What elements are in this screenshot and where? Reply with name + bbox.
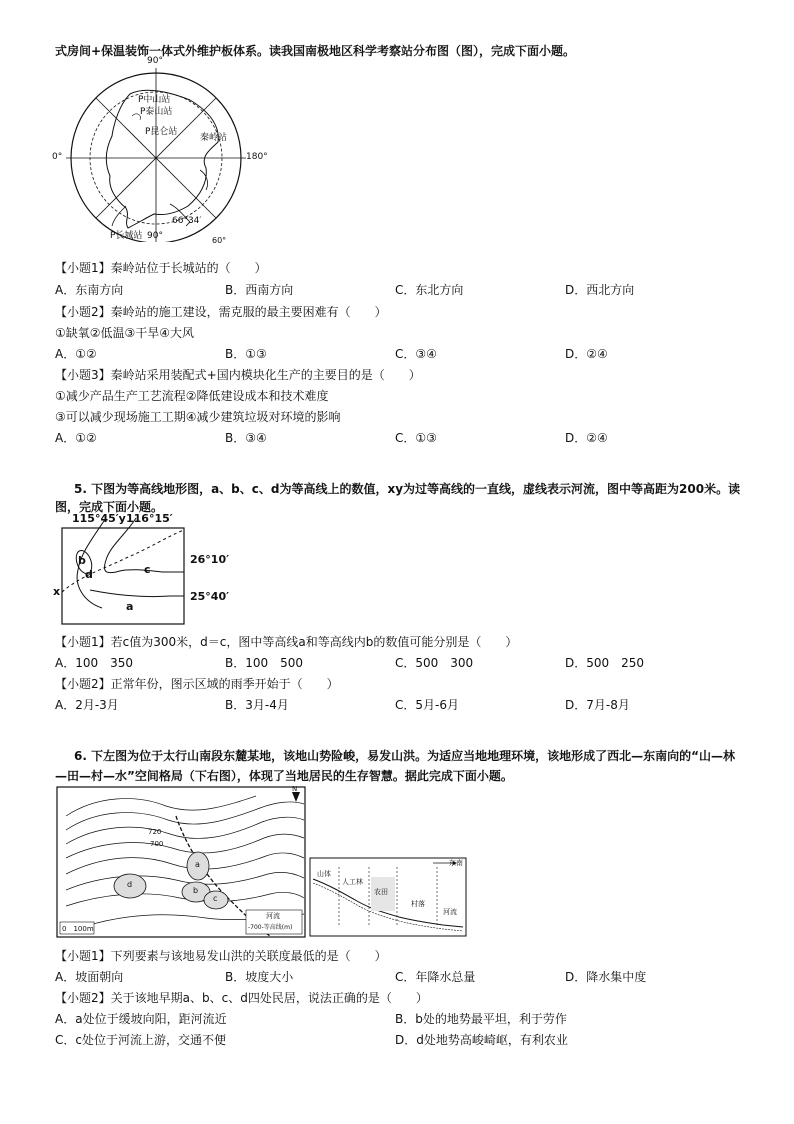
place-c: c <box>213 894 218 903</box>
q2-list: ①缺氧②低温③干旱④大风 <box>55 326 195 340</box>
q3-option-b[interactable]: B．③④ <box>225 431 267 445</box>
q3-list-2: ③可以减少现场施工工期④减少建筑垃圾对环境的影响 <box>55 410 341 424</box>
north-arrow-icon: N <box>292 785 298 793</box>
lat-66-label: 66°34′ <box>172 216 202 226</box>
q3-option-a[interactable]: A．①② <box>55 431 97 445</box>
place-b: b <box>193 886 199 895</box>
q6-2-option-c[interactable]: C．c处位于河流上游，交通不便 <box>55 1033 226 1047</box>
q6-2-option-b[interactable]: B．b处的地势最平坦，利于劳作 <box>395 1012 567 1026</box>
contour-label-c: c <box>144 563 151 576</box>
contour-700: 700 <box>150 840 164 848</box>
q2-option-a[interactable]: A．①② <box>55 347 97 361</box>
legend-contour: -700-等高线(m) <box>248 924 293 931</box>
antarctica-map <box>50 56 280 245</box>
q6-1-stem: 【小题1】下列要素与该地易发山洪的关联度最低的是（ ） <box>55 949 387 963</box>
contour-label-d: d <box>85 568 93 581</box>
q5-1-stem: 【小题1】若c值为300米，d＝c，图中等高线a和等高线内b的数值可能分别是（ ） <box>55 635 518 649</box>
q5-1-option-a[interactable]: A．100 350 <box>55 656 134 670</box>
station-qinling: 秦岭站 <box>200 133 228 143</box>
topo-map-left <box>56 786 306 938</box>
q3-option-d[interactable]: D．②④ <box>565 431 608 445</box>
legend-river: 河流 <box>266 912 280 920</box>
cross-section-right <box>309 857 467 937</box>
q5-1-option-b[interactable]: B．100 500 <box>225 656 304 670</box>
q6-1-option-a[interactable]: A．坡面朝向 <box>55 970 124 984</box>
q1-option-c[interactable]: C．东北方向 <box>395 283 464 297</box>
q1-stem: 【小题1】秦岭站位于长城站的（ ） <box>55 261 267 275</box>
contour-lon-left: 115°45′y <box>72 512 126 525</box>
q5-2-option-b[interactable]: B．3月-4月 <box>225 698 289 712</box>
contour-x-label: x <box>53 585 61 598</box>
q2-stem: 【小题2】秦岭站的施工建设，需克服的最主要困难有（ ） <box>55 305 387 319</box>
q1-option-d[interactable]: D．西北方向 <box>565 283 635 297</box>
contour-lon-right: 116°15′ <box>126 512 173 525</box>
zone-mountain: 山体 <box>317 870 331 878</box>
q2-option-d[interactable]: D．②④ <box>565 347 608 361</box>
lon-right-label: 180° <box>246 152 268 162</box>
q5-2-stem: 【小题2】正常年份，图示区域的雨季开始于（ ） <box>55 677 339 691</box>
q5-2-option-a[interactable]: A．2月-3月 <box>55 698 119 712</box>
contour-map <box>50 512 240 630</box>
q1-option-a[interactable]: A．东南方向 <box>55 283 124 297</box>
station-zhongshan: P中山站 <box>138 95 171 105</box>
contour-label-a: a <box>126 600 134 613</box>
station-kunlun: P昆仑站 <box>145 127 178 137</box>
q5-2-option-d[interactable]: D．7月-8月 <box>565 698 630 712</box>
zone-forest: 人工林 <box>342 878 363 886</box>
intro-text: 式房间+保温装饰一体式外维护板体系。读我国南极地区科学考察站分布图（图），完成下面小题。 <box>55 44 576 58</box>
q3-stem: 【小题3】秦岭站采用装配式+国内模块化生产的主要目的是（ ） <box>55 368 421 382</box>
q5-1-option-c[interactable]: C．500 300 <box>395 656 474 670</box>
zone-river: 河流 <box>443 908 457 916</box>
place-d: d <box>127 880 133 889</box>
station-changcheng: P长城站 <box>110 231 143 241</box>
q6-2-stem: 【小题2】关于该地早期a、b、c、d四处民居，说法正确的是（ ） <box>55 991 428 1005</box>
contour-lat-upper: 26°10′ <box>190 553 230 566</box>
lat-60-label: 60° <box>212 236 227 245</box>
q5-heading-line1: 5. 下图为等高线地形图，a、b、c、d为等高线上的数值，xy为过等高线的一直线，虚线表示河流，图中等高距为200米。读 <box>74 482 741 496</box>
direction-southeast: 东南 <box>449 859 463 867</box>
q6-heading-line2: —田—村—水”空间格局（下右图），体现了当地居民的生存智慧。据此完成下面小题。 <box>55 769 513 783</box>
q6-1-option-b[interactable]: B．坡度大小 <box>225 970 294 984</box>
contour-lat-lower: 25°40′ <box>190 590 230 603</box>
q6-heading-line1: 6. 下左图为位于太行山南段东麓某地，该地山势险峻，易发山洪。为适应当地地理环境，该地形成了西北—东南向的“山—林 <box>74 749 735 763</box>
q6-1-option-c[interactable]: C．年降水总量 <box>395 970 476 984</box>
q3-list-1: ①减少产品生产工艺流程②降低建设成本和技术难度 <box>55 389 329 403</box>
q5-2-option-c[interactable]: C．5月-6月 <box>395 698 459 712</box>
zone-farmland: 农田 <box>374 888 388 896</box>
zone-village: 村落 <box>411 900 425 908</box>
contour-label-b: b <box>78 554 86 567</box>
q3-option-c[interactable]: C．①③ <box>395 431 437 445</box>
lon-top-label: 90° <box>147 56 163 66</box>
contour-720: 720 <box>148 828 162 836</box>
q2-option-b[interactable]: B．①③ <box>225 347 267 361</box>
q5-heading-line2: 图，完成下面小题。 <box>55 500 164 514</box>
q2-option-c[interactable]: C．③④ <box>395 347 437 361</box>
lon-bottom-label: 90° <box>147 231 163 241</box>
q6-2-option-a[interactable]: A．a处位于缓坡向阳，距河流近 <box>55 1012 227 1026</box>
q6-1-option-d[interactable]: D．降水集中度 <box>565 970 647 984</box>
lon-left-label: 0° <box>52 152 63 162</box>
q5-1-option-d[interactable]: D．500 250 <box>565 656 645 670</box>
station-taishan: P泰山站 <box>140 107 173 117</box>
q1-option-b[interactable]: B．西南方向 <box>225 283 294 297</box>
place-a: a <box>195 860 200 869</box>
q6-2-option-d[interactable]: D．d处地势高峻崎岖，有利农业 <box>395 1033 568 1047</box>
scale-bar: 0 100m <box>62 925 94 933</box>
